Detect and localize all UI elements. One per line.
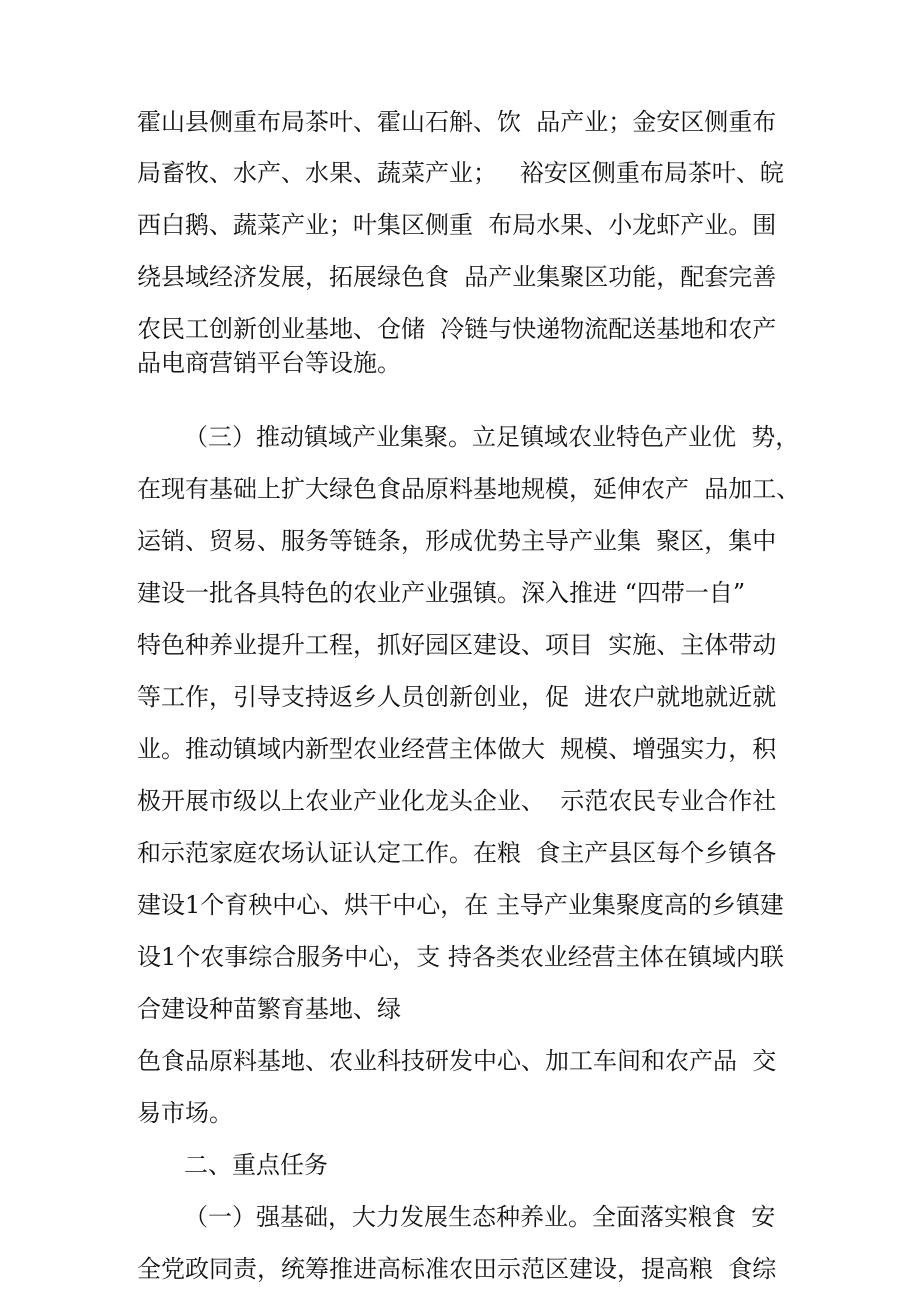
- text-line: 在现有基础上扩大绿色食品原料基地规模，延伸农产 品加工、: [137, 475, 801, 503]
- paragraph-heading: （三）推动镇域产业集聚。立足镇域农业特色产业优 势，: [184, 423, 800, 451]
- text-line: 运销、贸易、服务等链条，形成优势主导产业集 聚区，集中: [137, 527, 777, 555]
- text-line: 设1个农事综合服务中心，支 持各类农业经营主体在镇域内联: [137, 943, 784, 971]
- text-line: 极开展市级以上农业产业化龙头企业、 示范农民专业合作社: [137, 787, 777, 815]
- text-line: 色食品原料基地、农业科技研发中心、加工车间和农产品 交: [137, 1047, 777, 1075]
- text-line: 业。推动镇域内新型农业经营主体做大 规模、增强实力，积: [137, 735, 777, 763]
- text-line: 品电商营销平台等设施。: [137, 349, 401, 377]
- text-line: 绕县域经济发展，拓展绿色食 品产业集聚区功能，配套完善: [137, 263, 777, 291]
- text-line: 易市场。: [137, 1099, 233, 1127]
- text-line: 农民工创新创业基地、仓储 冷链与快递物流配送基地和农产: [137, 315, 777, 343]
- text-line: 和示范家庭农场认证认定工作。在粮 食主产县区每个乡镇各: [137, 839, 777, 867]
- text-line: 霍山县侧重布局茶叶、霍山石斛、饮 品产业；金安区侧重布: [137, 108, 777, 136]
- text-line: 西白鹅、蔬菜产业；叶集区侧重 布局水果、小龙虾产业。围: [137, 211, 777, 239]
- text-line: 局畜牧、水产、水果、蔬菜产业； 裕安区侧重布局茶叶、皖: [137, 159, 784, 187]
- text-line: 建设一批各具特色的农业产业强镇。深入推进 “四带一自”: [137, 579, 746, 607]
- paragraph-heading: （一）强基础，大力发展生态种养业。全面落实粮食 安: [184, 1203, 776, 1231]
- text-line: 建设1个育秧中心、烘干中心，在 主导产业集聚度高的乡镇建: [137, 891, 784, 919]
- text-line: 全党政同责，统筹推进高标准农田示范区建设，提高粮 食综: [137, 1255, 777, 1283]
- section-heading: 二、重点任务: [184, 1151, 328, 1179]
- text-line: 特色种养业提升工程，抓好园区建设、项目 实施、主体带动: [137, 631, 777, 659]
- text-line: 等工作，引导支持返乡人员创新创业，促 进农户就地就近就: [137, 683, 777, 711]
- text-line: 合建设种苗繁育基地、绿: [137, 995, 401, 1023]
